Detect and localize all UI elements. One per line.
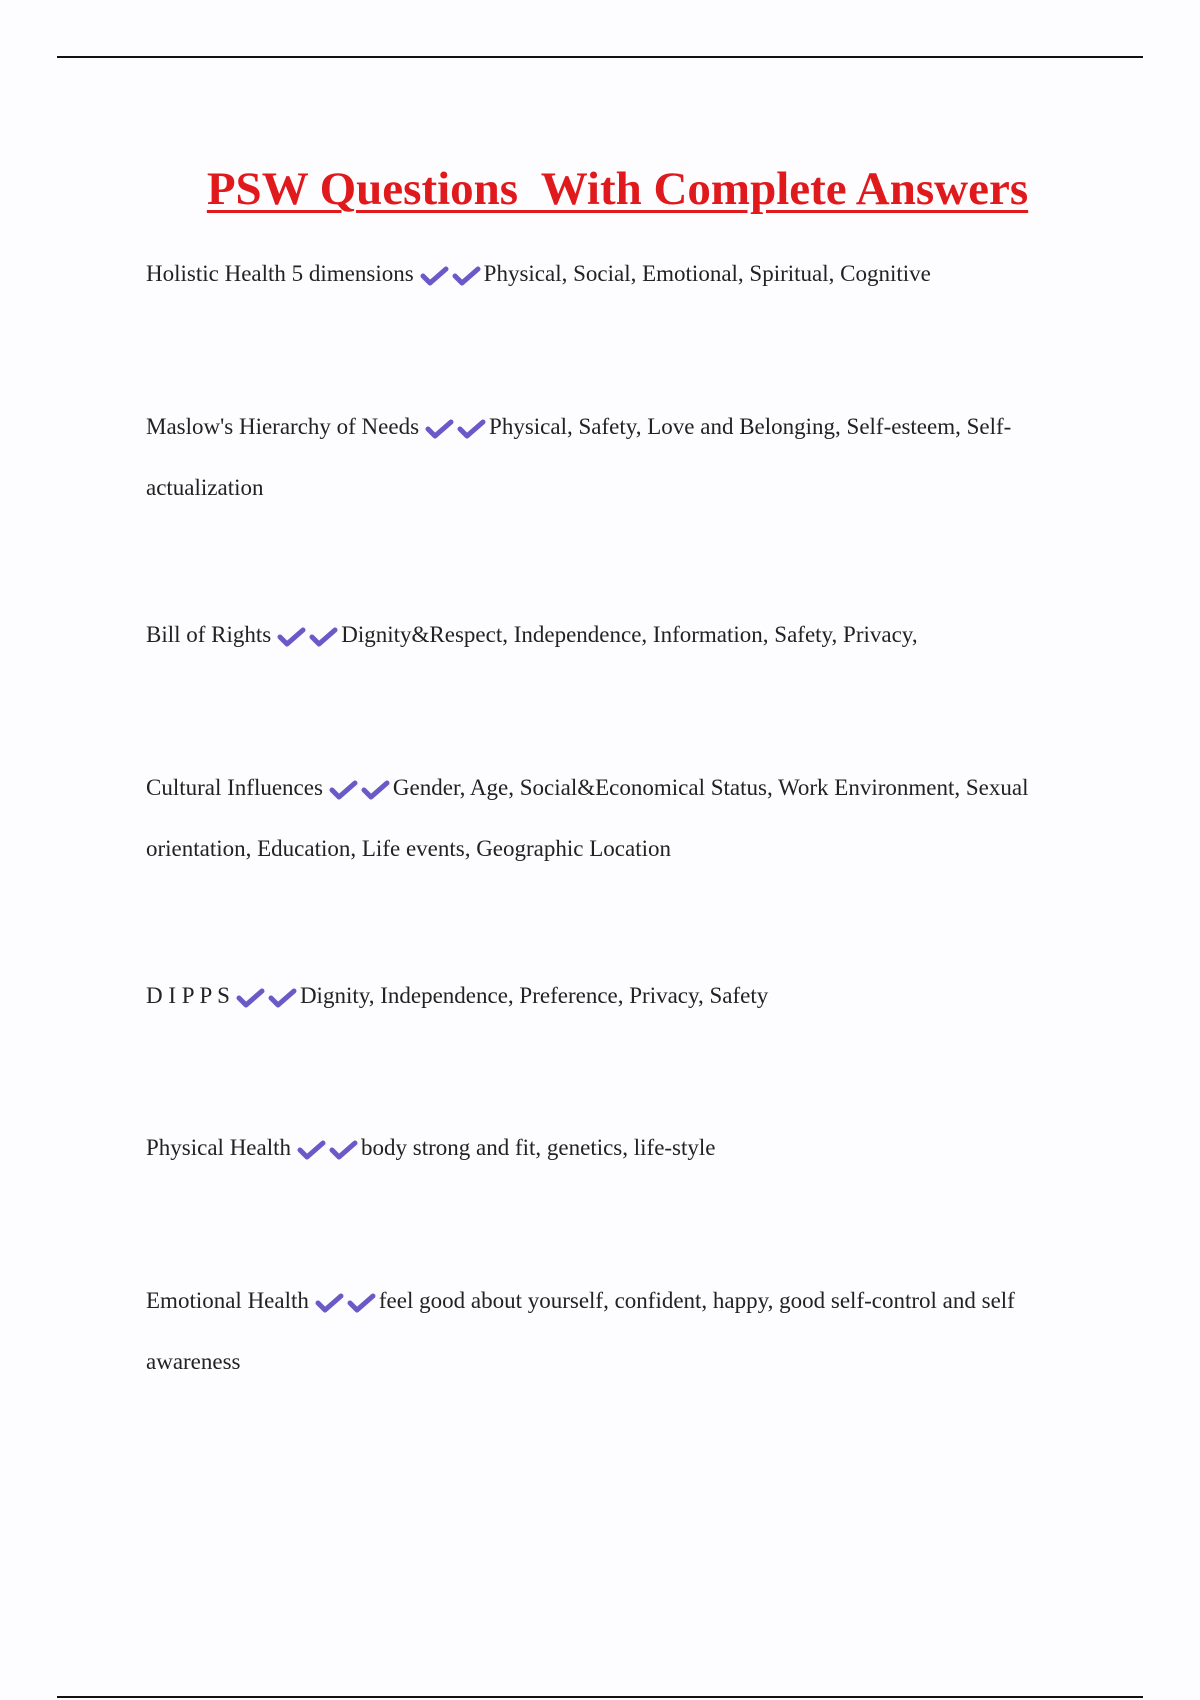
double-check-icon (425, 418, 487, 440)
qa-item (146, 396, 1081, 518)
qa-term: D I P P S (146, 983, 230, 1008)
qa-item (146, 1270, 1081, 1392)
qa-definition: Gender, Age, Social&Economical Status, Work Environment, Sexual orientation, Education, Life events, Geographic Location (146, 775, 1029, 861)
qa-term: Cultural Influences (146, 775, 323, 800)
qa-item (146, 604, 1081, 665)
double-check-icon (297, 1139, 359, 1161)
qa-term: Physical Health (146, 1135, 291, 1160)
qa-term: Maslow's Hierarchy of Needs (146, 414, 420, 439)
double-check-icon (329, 779, 391, 801)
qa-term: Holistic Health 5 dimensions (146, 261, 414, 286)
qa-definition: Physical, Social, Emotional, Spiritual, Cognitive (483, 261, 931, 286)
qa-definition: Dignity, Independence, Preference, Privacy, Safety (299, 983, 769, 1008)
double-check-icon (315, 1292, 377, 1314)
double-check-icon (236, 987, 298, 1009)
double-check-icon (277, 626, 339, 648)
qa-definition: body strong and fit, genetics, life-style (361, 1135, 716, 1160)
qa-item (146, 243, 1081, 304)
qa-item (146, 965, 1081, 1026)
qa-term: Emotional Health (146, 1288, 309, 1313)
qa-term: Bill of Rights (146, 622, 272, 647)
qa-definition: feel good about yourself, confident, happy, good self-control and self awareness (146, 1288, 1015, 1374)
qa-definition: Physical, Safety, Love and Belonging, Self-esteem, Self-actualization (146, 414, 1012, 500)
top-rule (57, 56, 1143, 58)
bottom-rule (57, 1696, 1143, 1698)
qa-item (146, 757, 1081, 879)
qa-item (146, 1117, 1081, 1178)
page-title: PSW Questions With Complete Answers (206, 163, 1029, 216)
double-check-icon (420, 265, 482, 287)
qa-definition: Dignity&Respect, Independence, Information, Safety, Privacy, (341, 622, 918, 647)
